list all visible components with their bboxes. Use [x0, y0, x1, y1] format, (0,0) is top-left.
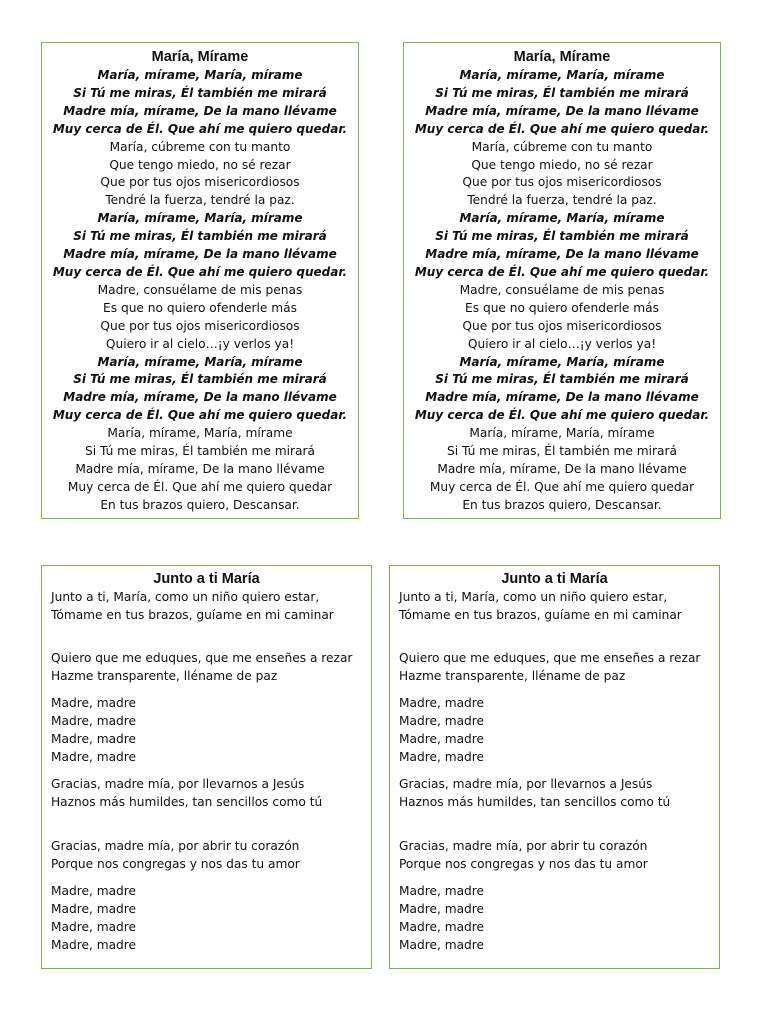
lyric-line: Madre, madre: [51, 732, 137, 746]
lyric-line: Tendré la fuerza, tendré la paz.: [467, 193, 657, 208]
chorus-line: Muy cerca de Él. Que ahí me quiero quedar.: [52, 121, 348, 136]
lyrics-block: [404, 67, 720, 515]
chorus-line: Si Tú me miras, Él también me mirará: [435, 85, 689, 100]
lyric-line: Que por tus ojos misericordiosos: [100, 318, 300, 333]
chorus-line: Si Tú me miras, Él también me mirará: [73, 372, 327, 387]
chorus-line: Madre mía, mírame, De la mano llévame: [63, 103, 337, 118]
lyric-line: Quiero ir al cielo…¡y verlos ya!: [105, 336, 295, 351]
lyric-line: Tómame en tus brazos, guíame en mi caminar: [399, 608, 682, 622]
lyric-line: Madre mía, mírame, De la mano llévame: [75, 461, 325, 476]
lyric-line: Gracias, madre mía, por llevarnos a Jesús: [399, 777, 653, 791]
lyrics-block: [42, 67, 358, 515]
song-card-maria-mirame-left: [41, 42, 359, 519]
lyric-line: Gracias, madre mía, por abrir tu corazón: [51, 839, 300, 853]
lyric-line: Madre, madre: [399, 884, 485, 898]
lyric-line: Si Tú me miras, Él también me mirará: [446, 444, 678, 459]
lyric-line: Madre, madre: [399, 732, 485, 746]
lyric-line: Que tengo miedo, no sé rezar: [471, 157, 653, 172]
chorus-line: Si Tú me miras, Él también me mirará: [435, 372, 689, 387]
chorus-line: Muy cerca de Él. Que ahí me quiero quedar.: [414, 408, 710, 423]
lyric-line: Madre, consuélame de mis penas: [459, 282, 665, 297]
lyric-line: Tómame en tus brazos, guíame en mi caminar: [51, 608, 334, 622]
lyric-line: Haznos más humildes, tan sencillos como tú: [51, 795, 323, 809]
chorus-line: María, mírame, María, mírame: [97, 354, 303, 369]
chorus-line: Madre mía, mírame, De la mano llévame: [425, 390, 699, 405]
chorus-line: Si Tú me miras, Él también me mirará: [73, 85, 327, 100]
chorus-line: María, mírame, María, mírame: [459, 354, 665, 369]
lyric-line: Madre, madre: [51, 902, 137, 916]
song-card-junto-a-ti-right: [389, 565, 720, 969]
chorus-line: Muy cerca de Él. Que ahí me quiero quedar.: [414, 121, 710, 136]
verse: [51, 882, 371, 954]
chorus-line: María, mírame, María, mírame: [97, 211, 303, 226]
lyric-line: Madre, madre: [399, 920, 485, 934]
chorus-line: Madre mía, mírame, De la mano llévame: [63, 390, 337, 405]
verse: [399, 694, 719, 766]
chorus-line: Muy cerca de Él. Que ahí me quiero quedar.: [52, 264, 348, 279]
song-title: María, Mírame: [151, 49, 249, 65]
lyric-line: María, mírame, María, mírame: [469, 426, 655, 441]
chorus-line: Madre mía, mírame, De la mano llévame: [425, 103, 699, 118]
chorus-line: Madre mía, mírame, De la mano llévame: [425, 247, 699, 262]
verse: [399, 882, 719, 954]
chorus-line: Muy cerca de Él. Que ahí me quiero quedar.: [52, 408, 348, 423]
verse: [51, 694, 371, 766]
lyric-line: Madre, madre: [51, 750, 137, 764]
lyric-line: En tus brazos quiero, Descansar.: [100, 497, 300, 512]
lyric-line: Madre, madre: [399, 902, 485, 916]
lyric-line: Que por tus ojos misericordiosos: [462, 175, 662, 190]
verse: [399, 649, 719, 685]
chorus-line: María, mírame, María, mírame: [459, 68, 665, 82]
chorus-line: Muy cerca de Él. Que ahí me quiero quedar.: [414, 264, 710, 279]
verses-block: [390, 588, 719, 954]
lyric-line: Es que no quiero ofenderle más: [465, 300, 659, 315]
lyric-line: Quiero ir al cielo…¡y verlos ya!: [467, 336, 657, 351]
song-title: María, Mírame: [513, 49, 611, 65]
lyric-line: Si Tú me miras, Él también me mirará: [84, 444, 316, 459]
verse: [51, 649, 371, 685]
lyric-line: Hazme transparente, lléname de paz: [399, 669, 626, 683]
lyric-line: Madre, madre: [51, 920, 137, 934]
chorus-line: Madre mía, mírame, De la mano llévame: [63, 247, 337, 262]
lyric-line: Junto a ti, María, como un niño quiero estar,: [399, 590, 668, 604]
lyric-line: Gracias, madre mía, por llevarnos a Jesús: [51, 777, 305, 791]
lyric-line: Porque nos congregas y nos das tu amor: [399, 857, 648, 871]
verse: [51, 588, 371, 624]
lyric-line: Madre, madre: [51, 938, 137, 952]
song-title: Junto a ti María: [501, 571, 608, 587]
lyric-line: Gracias, madre mía, por abrir tu corazón: [399, 839, 648, 853]
song-card-junto-a-ti-left: [41, 565, 372, 969]
lyric-line: Madre, madre: [51, 696, 137, 710]
lyric-line: Hazme transparente, lléname de paz: [51, 669, 278, 683]
lyric-line: Que por tus ojos misericordiosos: [462, 318, 662, 333]
lyric-line: En tus brazos quiero, Descansar.: [462, 497, 662, 512]
chorus-line: María, mírame, María, mírame: [459, 211, 665, 226]
chorus-line: Si Tú me miras, Él también me mirará: [435, 229, 689, 244]
lyric-line: Madre, madre: [51, 884, 137, 898]
lyric-line: Que por tus ojos misericordiosos: [100, 175, 300, 190]
lyric-line: Quiero que me eduques, que me enseñes a rezar: [51, 651, 353, 665]
lyric-line: Es que no quiero ofenderle más: [103, 300, 297, 315]
verses-block: [42, 588, 371, 954]
lyric-line: Madre, madre: [399, 750, 485, 764]
lyric-line: María, mírame, María, mírame: [107, 426, 293, 441]
lyric-line: Madre mía, mírame, De la mano llévame: [437, 461, 687, 476]
lyric-line: Muy cerca de Él. Que ahí me quiero quedar: [429, 479, 695, 494]
chorus-line: María, mírame, María, mírame: [97, 68, 303, 82]
verse: [399, 837, 719, 873]
lyric-line: Porque nos congregas y nos das tu amor: [51, 857, 300, 871]
lyric-line: Haznos más humildes, tan sencillos como tú: [399, 795, 671, 809]
lyric-line: Junto a ti, María, como un niño quiero estar,: [51, 590, 320, 604]
lyric-line: Que tengo miedo, no sé rezar: [109, 157, 291, 172]
lyric-line: Muy cerca de Él. Que ahí me quiero quedar: [67, 479, 333, 494]
lyric-line: Quiero que me eduques, que me enseñes a rezar: [399, 651, 701, 665]
lyric-line: Madre, madre: [399, 938, 485, 952]
lyric-line: María, cúbreme con tu manto: [471, 139, 653, 154]
verse: [51, 775, 371, 811]
lyric-line: Madre, madre: [399, 714, 485, 728]
lyric-line: Madre, madre: [399, 696, 485, 710]
lyric-line: Madre, madre: [51, 714, 137, 728]
song-title: Junto a ti María: [153, 571, 260, 587]
lyric-line: Madre, consuélame de mis penas: [97, 282, 303, 297]
verse: [51, 837, 371, 873]
lyric-line: María, cúbreme con tu manto: [109, 139, 291, 154]
song-card-maria-mirame-right: [403, 42, 721, 519]
verse: [399, 588, 719, 624]
lyric-line: Tendré la fuerza, tendré la paz.: [105, 193, 295, 208]
verse: [399, 775, 719, 811]
chorus-line: Si Tú me miras, Él también me mirará: [73, 229, 327, 244]
